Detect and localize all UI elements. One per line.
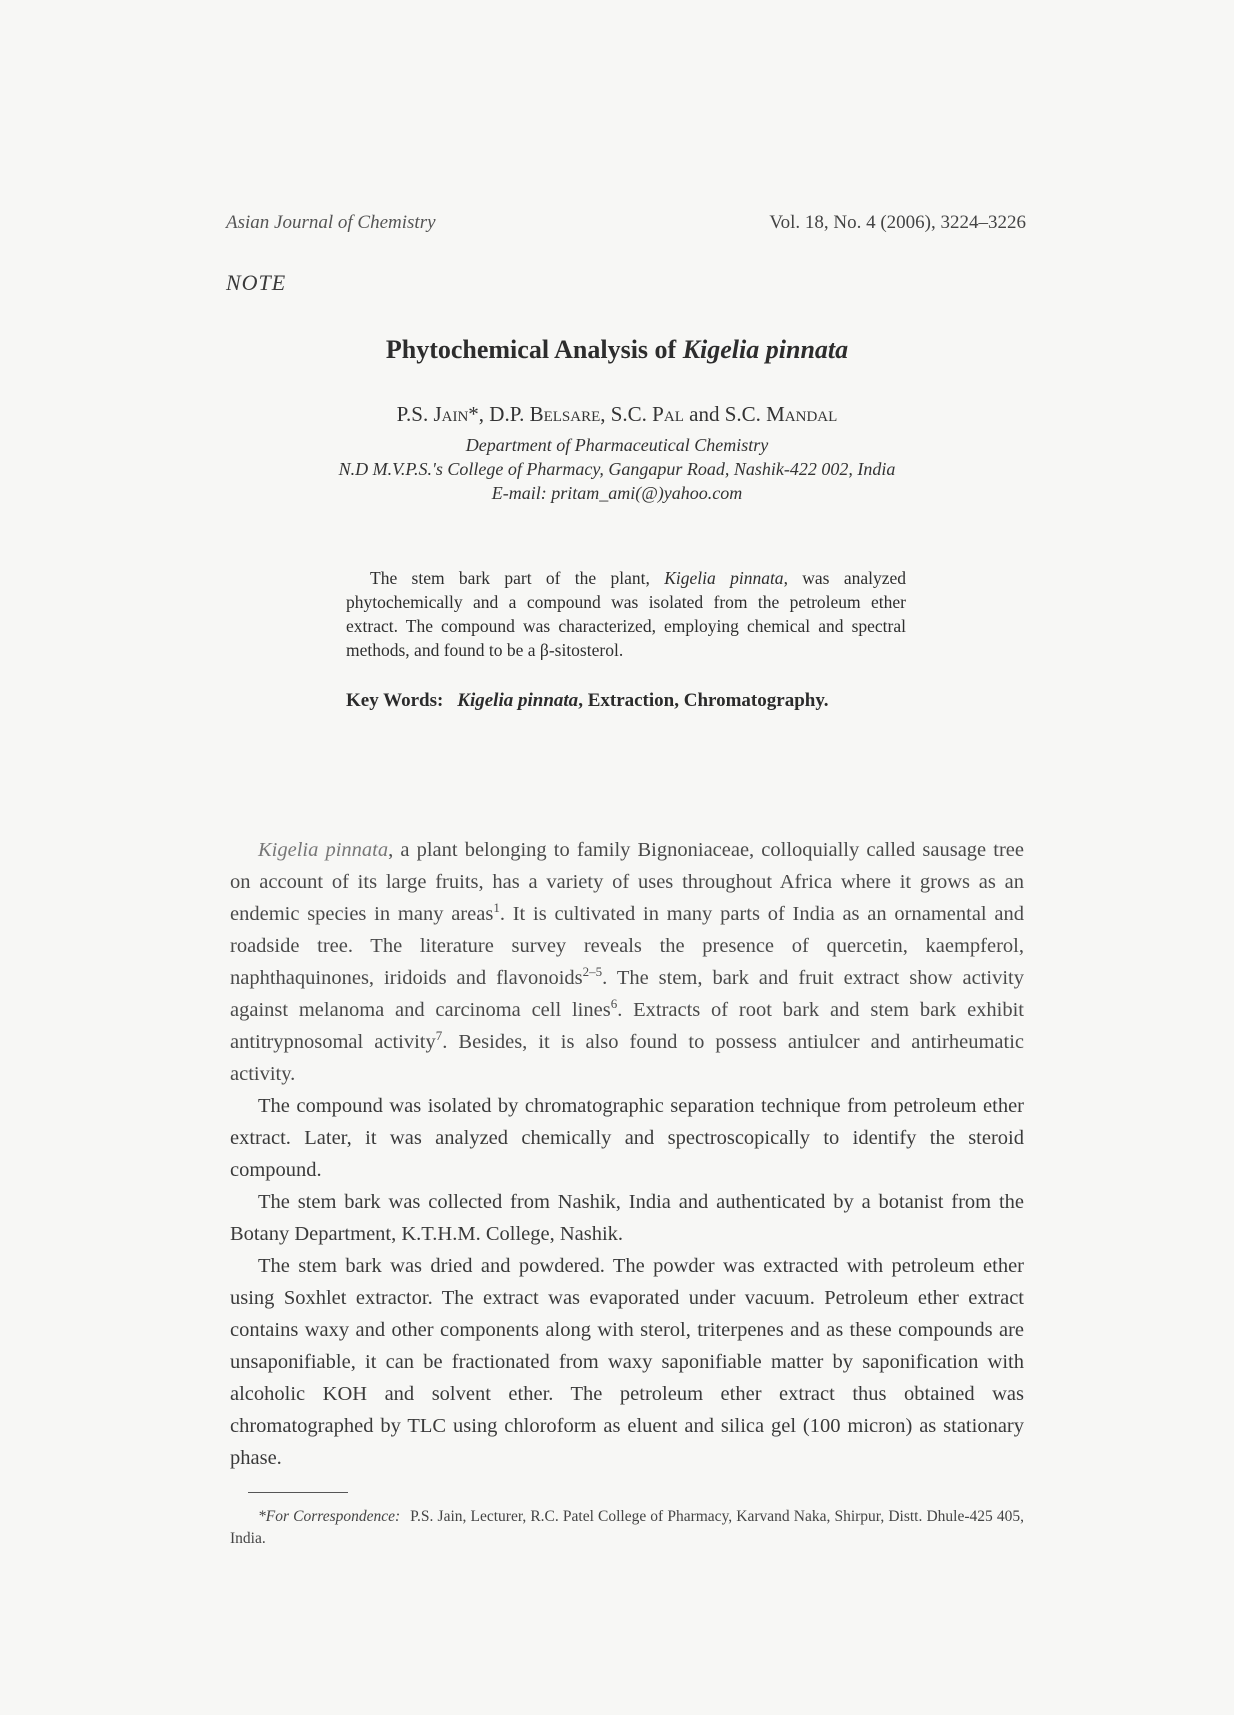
affiliation-email: E-mail: pritam_ami(@)yahoo.com <box>491 483 743 503</box>
affiliation-institution: N.D M.V.P.S.'s College of Pharmacy, Gangapur Road, Nashik-422 002, India <box>338 459 896 479</box>
author-3: S.C. Pal <box>610 402 684 426</box>
footnote-text: P.S. Jain, Lecturer, R.C. Patel College of Pharmacy, Karvand Naka, Shirpur, Distt. Dhule-425 405, India. <box>230 1508 1024 1547</box>
article-title <box>0 335 1234 365</box>
keywords-label: Key Words: <box>346 690 444 711</box>
body-text <box>230 834 1024 1474</box>
body-species: Kigelia pinnata <box>258 839 389 861</box>
body-paragraph-1 <box>230 834 1024 1090</box>
abstract-part-2: , was analyzed phytochemically and a compound was isolated from the petroleum ether extract. The compound was characterized, employing chemical and spectral methods, and found to be a β-sitosterol. <box>346 568 907 660</box>
body-p1-text-3: . The stem, bark and fruit extract show activity against melanoma and carcinoma cell lines <box>230 967 1024 1021</box>
body-p1-text-4: . Extracts of root bark and stem bark exhibit antitrypnosomal activity <box>230 999 1025 1053</box>
author-list <box>0 402 1234 427</box>
title-prefix: Phytochemical Analysis of <box>385 335 683 364</box>
body-paragraph-4: The stem bark was dried and powdered. The powder was extracted with petroleum ether using Soxhlet extractor. The extract was evaporated under vacuum. Petroleum ether extract contains waxy and other components along with sterol, triterpenes and as these compounds are unsaponifiable, it can be fractionated from waxy saponifiable matter by saponification with alcoholic KOH and solvent ether. The petroleum ether extract thus obtained was chromatographed by TLC using chloroform as eluent and silica gel (100 micron) as stationary phase. <box>230 1255 1024 1469</box>
footnote-label: *For Correspondence: <box>258 1508 401 1525</box>
body-p1-text-5: . Besides, it is also found to possess antiulcer and antirheumatic activity. <box>230 1031 1024 1085</box>
abstract-species: Kigelia pinnata <box>664 568 784 588</box>
abstract <box>346 566 906 662</box>
author-conjunction: and <box>683 402 725 426</box>
affiliation-department: Department of Pharmaceutical Chemistry <box>465 435 769 455</box>
body-paragraph-3: The stem bark was collected from Nashik, India and authenticated by a botanist from the Botany Department, K.T.H.M. College, Nashik. <box>230 1191 1024 1245</box>
reference-1: 1 <box>493 900 500 916</box>
reference-7: 7 <box>435 1028 443 1044</box>
author-2: D.P. Belsare, <box>489 402 611 426</box>
keywords-rest: , Extraction, Chromatography. <box>578 690 829 711</box>
abstract-part-1: The stem bark part of the plant, <box>370 568 665 588</box>
body-paragraph-2: The compound was isolated by chromatographic separation technique from petroleum ether extract. Later, it was analyzed chemically and spectroscopically to identify the steroid compound. <box>230 1095 1024 1181</box>
reference-2-5: 2–5 <box>582 964 603 980</box>
keywords <box>346 690 946 712</box>
journal-name: Asian Journal of Chemistry <box>226 212 436 233</box>
author-1: P.S. Jain*, <box>396 402 490 426</box>
section-label: NOTE <box>226 270 287 295</box>
running-head <box>226 212 1026 238</box>
volume-info: Vol. 18, No. 4 (2006), 3224–3226 <box>769 212 1026 233</box>
reference-6: 6 <box>610 996 618 1012</box>
footnote <box>230 1506 1024 1550</box>
keywords-species: Kigelia pinnata <box>457 690 579 711</box>
body-p1-text-2: . It is cultivated in many parts of India as an ornamental and roadside tree. The literature survey reveals the presence of quercetin, kaempferol, naphthaquinones, iridoids and flavonoids <box>230 903 1024 989</box>
footnote-divider <box>248 1492 348 1493</box>
author-4: S.C. Mandal <box>724 402 838 426</box>
title-species: Kigelia pinnata <box>682 335 849 364</box>
body-p1-text-1: , a plant belonging to family Bignoniaceae, colloquially called sausage tree on account of its large fruits, has a variety of uses throughout Africa where it grows as an endemic species in many areas <box>230 839 1024 925</box>
